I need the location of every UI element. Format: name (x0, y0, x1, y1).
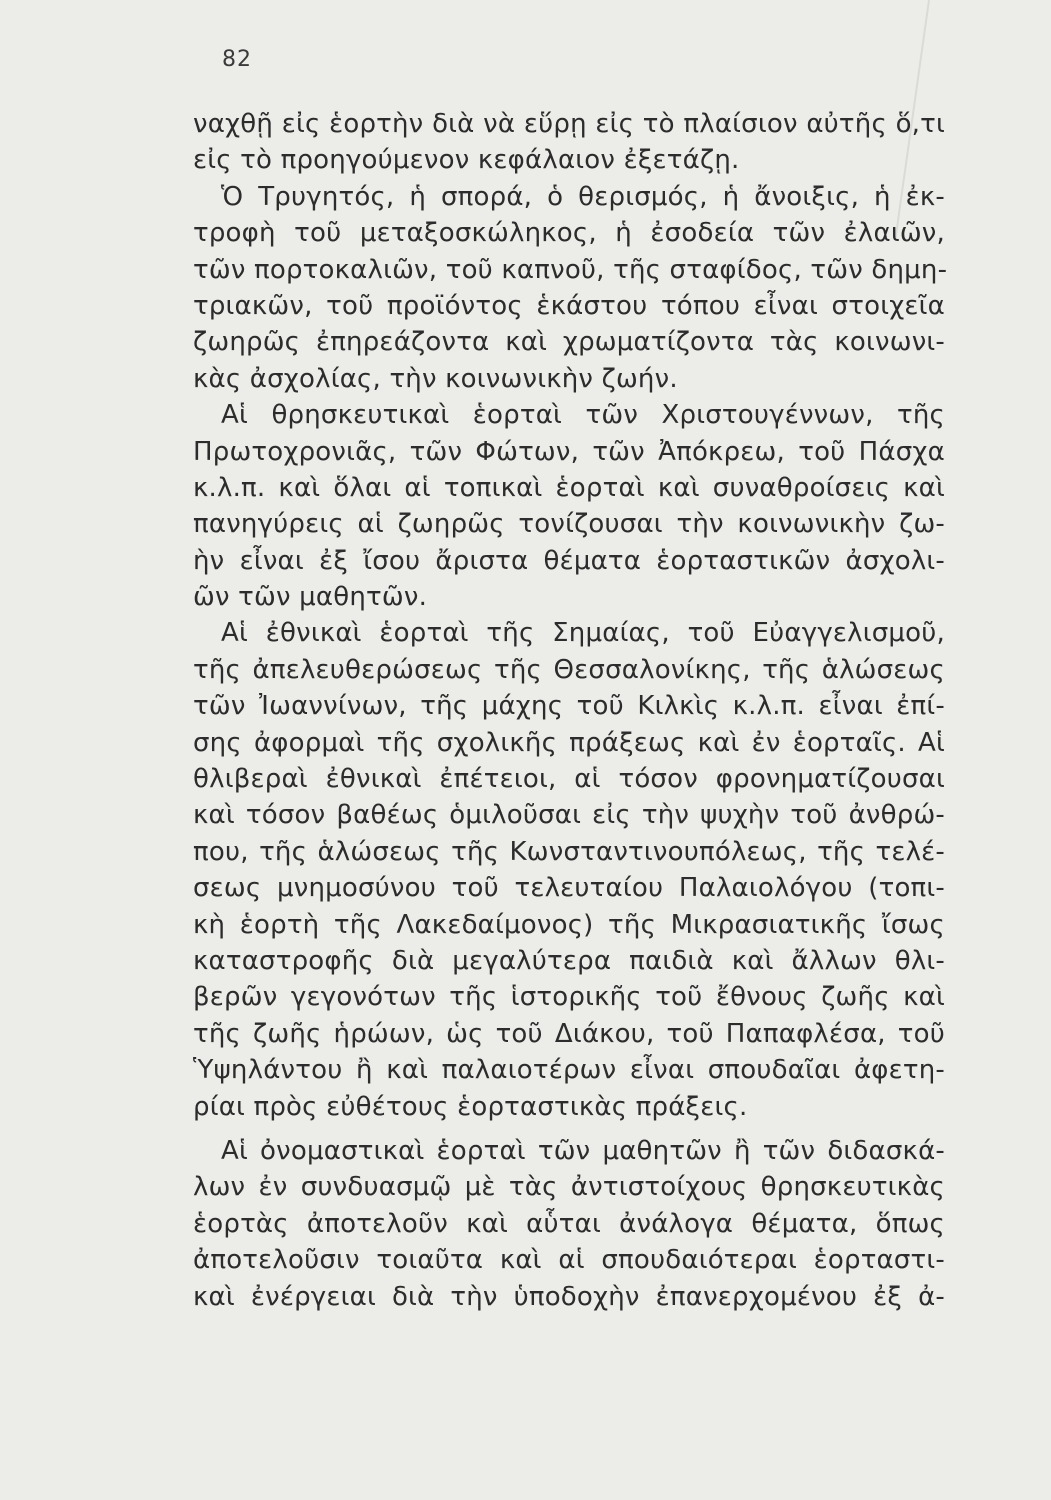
text-line: ῶν τῶν μαθητῶν. (193, 582, 428, 613)
text-line: κὰς ἀσχολίας, τὴν κοινωνικὴν ζωήν. (193, 363, 678, 394)
text-line: ἑορτὰς ἀποτελοῦν καὶ αὗται ἀνάλογα θέματα, ὅπως (193, 1208, 945, 1239)
text-line: σης ἀφορμαὶ τῆς σχολικῆς πράξεως καὶ ἐν ἑορταῖς. Αἱ (193, 727, 945, 758)
text-line: ὴν εἶναι ἐξ ἴσου ἄριστα θέματα ἑορταστικῶν ἀσχολι- (193, 545, 945, 576)
text-line: κ.λ.π. καὶ ὅλαι αἱ τοπικαὶ ἑορταὶ καὶ συναθροίσεις καὶ (193, 472, 945, 503)
text-line: λων ἐν συνδυασμῷ μὲ τὰς ἀντιστοίχους θρησκευτικὰς (193, 1172, 945, 1203)
text-line: τῶν Ἰωαννίνων, τῆς μάχης τοῦ Κιλκὶς κ.λ.π. εἶναι ἐπί- (193, 691, 945, 722)
text-line: τῆς ζωῆς ἡρώων, ὡς τοῦ Διάκου, τοῦ Παπαφλέσα, τοῦ (193, 1018, 945, 1049)
text-line: καὶ ἐνέργειαι διὰ τὴν ὑποδοχὴν ἐπανερχομένου ἐξ ἀ- (193, 1281, 945, 1312)
text-line: Ὑψηλάντου ἢ καὶ παλαιοτέρων εἶναι σπουδαῖαι ἀφετη- (193, 1055, 945, 1086)
text-line: ναχθῇ εἰς ἑορτὴν διὰ νὰ εὕρῃ εἰς τὸ πλαίσιον αὐτῆς ὅ,τι (193, 109, 945, 139)
text-line: τῶν πορτοκαλιῶν, τοῦ καπνοῦ, τῆς σταφίδος, τῶν δημη- (193, 254, 948, 285)
text-line: θλιβεραὶ ἐθνικαὶ ἐπέτειοι, αἱ τόσον φρονηματίζουσαι (193, 764, 945, 795)
text-line: που, τῆς ἁλώσεως τῆς Κωνσταντινουπόλεως, τῆς τελέ- (193, 836, 945, 867)
text-line: τριακῶν, τοῦ προϊόντος ἑκάστου τόπου εἶναι στοιχεῖα (193, 290, 945, 321)
text-line: κὴ ἑορτὴ τῆς Λακεδαίμονος) τῆς Μικρασιατικῆς ἴσως (193, 909, 945, 940)
text-line: ρίαι πρὸς εὐθέτους ἑορταστικὰς πράξεις. (193, 1091, 748, 1122)
text-line: ζωηρῶς ἐπηρεάζοντα καὶ χρωματίζοντα τὰς κοινωνι- (193, 327, 945, 358)
text-line: ἀποτελοῦσιν τοιαῦτα καὶ αἱ σπουδαιότεραι ἑορταστι- (193, 1245, 945, 1276)
text-line: καταστροφῆς διὰ μεγαλύτερα παιδιὰ καὶ ἄλλων θλι- (193, 945, 945, 976)
text-line: εἰς τὸ προηγούμενον κεφάλαιον ἐξετάζῃ. (193, 145, 740, 176)
text-line: Αἱ ὀνομαστικαὶ ἑορταὶ τῶν μαθητῶν ἢ τῶν διδασκά- (221, 1135, 945, 1166)
text-line: πανηγύρεις αἱ ζωηρῶς τονίζουσαι τὴν κοινωνικὴν ζω- (193, 509, 945, 540)
text-line: βερῶν γεγονότων τῆς ἱστορικῆς τοῦ ἔθνους ζωῆς καὶ (193, 982, 945, 1013)
page-number: 82 (222, 47, 252, 72)
paragraph-gap (193, 1125, 945, 1133)
text-line: τροφὴ τοῦ μεταξοσκώληκος, ἡ ἐσοδεία τῶν ἐλαιῶν, (193, 218, 945, 249)
text-line: τῆς ἀπελευθερώσεως τῆς Θεσσαλονίκης, τῆς ἁλώσεως (193, 654, 945, 685)
text-line: Ὁ Τρυγητός, ἡ σπορά, ὁ θερισμός, ἡ ἄνοιξις, ἡ ἐκ- (221, 181, 945, 212)
text-line: καὶ τόσον βαθέως ὁμιλοῦσαι εἰς τὴν ψυχὴν τοῦ ἀνθρώ- (193, 800, 945, 831)
text-line: Αἱ ἐθνικαὶ ἑορταὶ τῆς Σημαίας, τοῦ Εὐαγγελισμοῦ, (221, 618, 945, 649)
text-line: Πρωτοχρονιᾶς, τῶν Φώτων, τῶν Ἀπόκρεω, τοῦ Πάσχα (193, 436, 945, 467)
text-line: σεως μνημοσύνου τοῦ τελευταίου Παλαιολόγου (τοπι- (193, 873, 945, 904)
text-line: Αἱ θρησκευτικαὶ ἑορταὶ τῶν Χριστουγέννων, τῆς (221, 400, 945, 431)
body-text (193, 106, 948, 1315)
